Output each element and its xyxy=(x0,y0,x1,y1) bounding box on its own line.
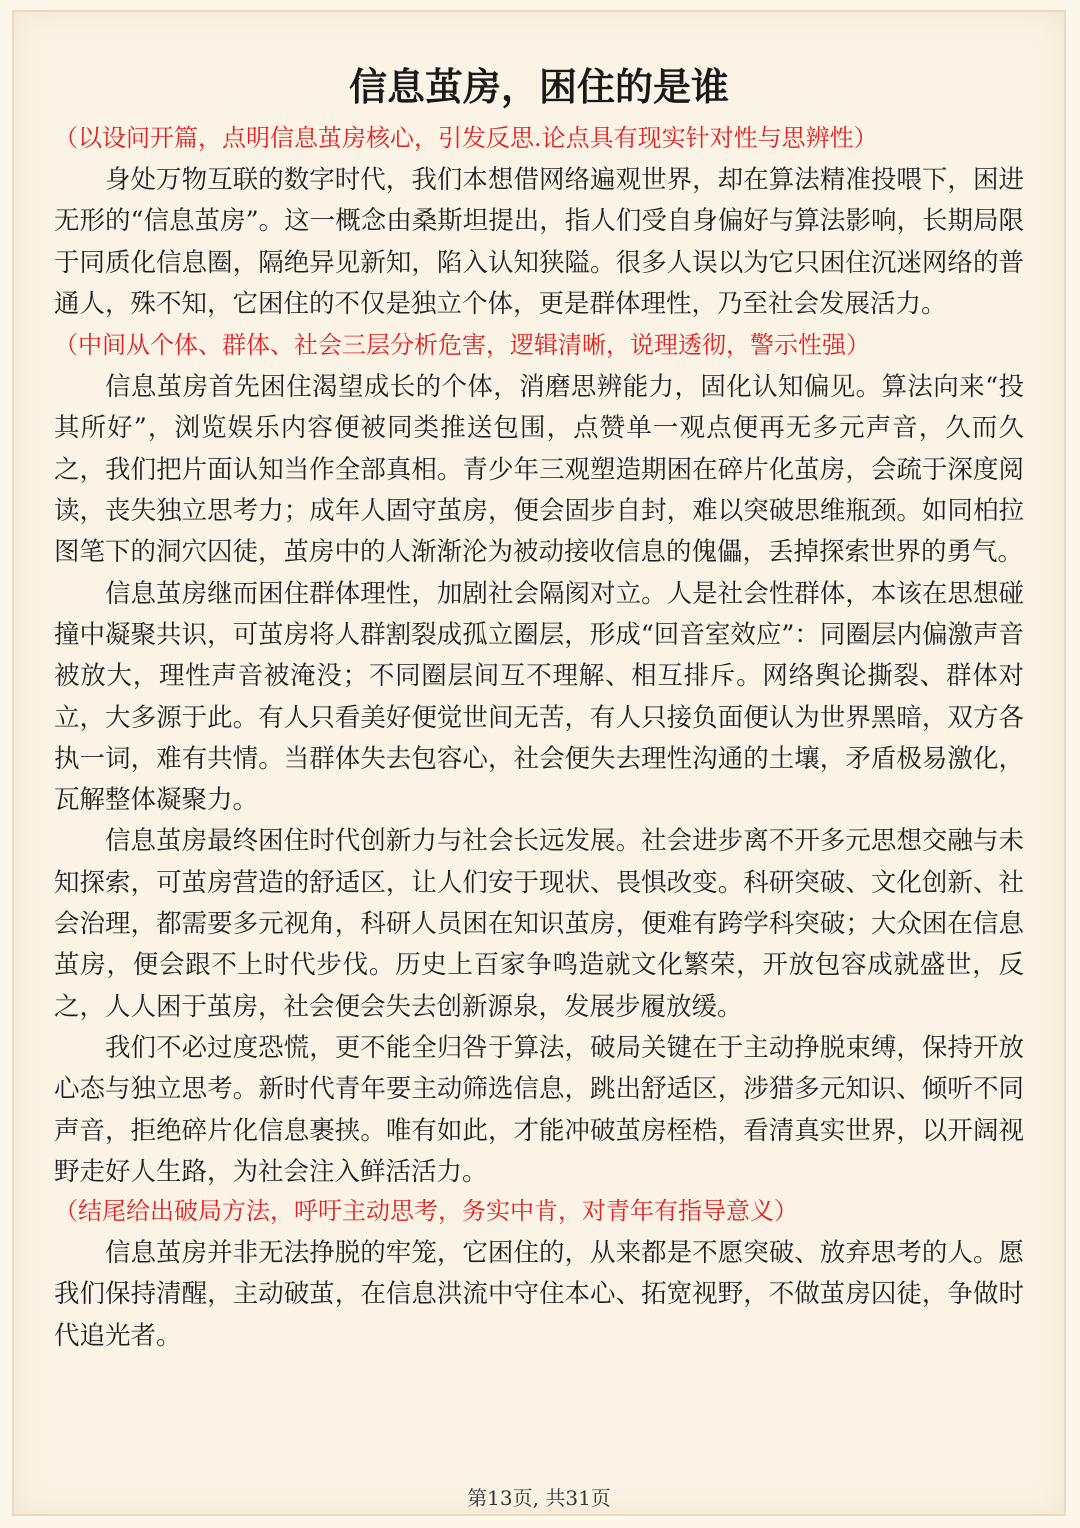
annotation-intro: （以设问开篇，点明信息茧房核心，引发反思.论点具有现实针对性与思辨性） xyxy=(54,124,878,152)
paragraph-1: 身处万物互联的数字时代，我们本想借网络遍观世界，却在算法精准投喂下，困进无形的“信息茧房”。这一概念由桑斯坦提出，指人们受自身偏好与算法影响，长期局限于同质化信息圈，隔绝异见新知，陷入认知狭隘。很多人误以为它只困住沉迷网络的普通人，殊不知，它困住的不仅是独立个体，更是群体理性，乃至社会发展活力。 xyxy=(54,165,1024,319)
paragraph-6: 信息茧房并非无法挣脱的牢笼，它困住的，从来都是不愿突破、放弃思考的人。愿我们保持清醒，主动破茧，在信息洪流中守住本心、拓宽视野，不做茧房囚徒，争做时代追光者。 xyxy=(54,1238,1024,1351)
paragraph-5: 我们不必过度恐慌，更不能全归咎于算法，破局关键在于主动挣脱束缚，保持开放心态与独立思考。新时代青年要主动筛选信息，跳出舒适区，涉猎多元知识、倾听不同声音，拒绝碎片化信息裹挟。唯有如此，才能冲破茧房桎梏，看清真实世界，以开阔视野走好人生路，为社会注入鲜活活力。 xyxy=(54,1032,1024,1187)
paragraph-4: 信息茧房最终困住时代创新力与社会长远发展。社会进步离不开多元思想交融与未知探索，可茧房营造的舒适区，让人们安于现状、畏惧改变。科研突破、文化创新、社会治理，都需要多元视角，科研人员困在知识茧房，便难有跨学科突破；大众困在信息茧房，便会跟不上时代步伐。历史上百家争鸣造就文化繁荣，开放包容成就盛世，反之，人人困于茧房，社会便会失去创新源泉，发展步履放缓。 xyxy=(54,826,1024,1022)
paragraph-3: 信息茧房继而困住群体理性，加剧社会隔阂对立。人是社会性群体，本该在思想碰撞中凝聚共识，可茧房将人群割裂成孤立圈层，形成“回音室效应”：同圈层内偏激声音被放大，理性声音被淹没；不同圈层间互不理解、相互排斥。网络舆论撕裂、群体对立，大多源于此。有人只看美好便觉世间无苦，有人只接负面便认为世界黑暗，双方各执一词，难有共情。当群体失去包容心，社会便失去理性沟通的土壤，矛盾极易激化，瓦解整体凝聚力。 xyxy=(54,578,1024,816)
document-body xyxy=(54,64,1024,1357)
paragraph-2: 信息茧房首先困住渴望成长的个体，消磨思辨能力，固化认知偏见。算法向来“投其所好”，浏览娱乐内容便被同类推送包围，点赞单一观点便再无多元声音，久而久之，我们把片面认知当作全部真相。青少年三观塑造期困在碎片化茧房，会疏于深度阅读，丧失独立思考力；成年人固守茧房，便会固步自封，难以突破思维瓶颈。如同柏拉图笔下的洞穴囚徒，茧房中的人渐渐沦为被动接收信息的傀儡，丢掉探索世界的勇气。 xyxy=(54,372,1024,568)
annotation-middle: （中间从个体、群体、社会三层分析危害，逻辑清晰，说理透彻，警示性强） xyxy=(54,331,870,360)
essay-title: 信息茧房，困住的是谁 xyxy=(348,64,729,109)
document-page xyxy=(12,10,1066,1516)
page-number: 第13页, 共31页 xyxy=(467,1486,611,1510)
annotation-ending: （结尾给出破局方法，呼吁主动思考，务实中肯，对青年有指导意义） xyxy=(54,1197,798,1226)
